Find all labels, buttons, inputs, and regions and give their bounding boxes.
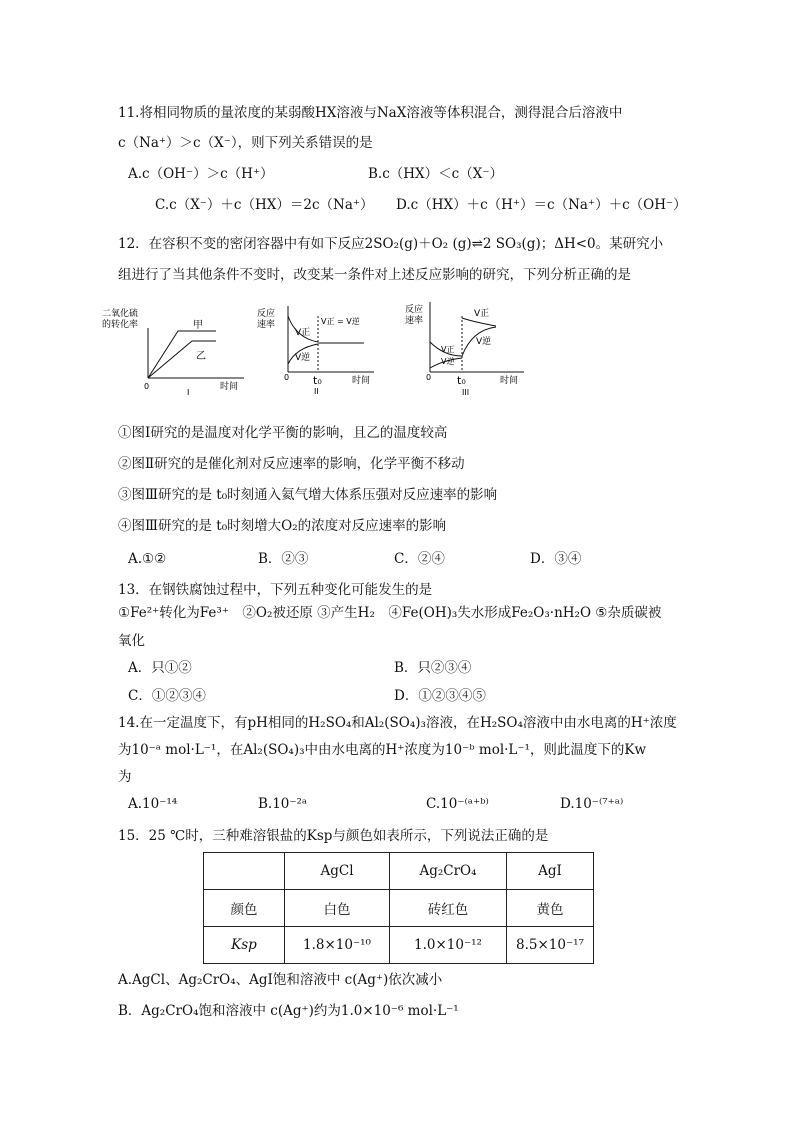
table-cell: 黄色 <box>507 890 594 927</box>
graph3-xlabel: 时间 <box>500 376 519 386</box>
q14-option-c: C.10⁻⁽ᵃ⁺ᵇ⁾ <box>426 796 489 812</box>
graph2-origin: 0 <box>284 373 290 382</box>
q12-option-a: A.①② <box>128 551 167 567</box>
table-cell: Ksp <box>204 927 285 964</box>
graph2-t0: t₀ <box>313 374 322 387</box>
graph3-high-vz-curve <box>462 318 496 326</box>
q12-statement-3: ③图Ⅲ研究的是 t₀时刻通入氦气增大体系压强对反应速率的影响 <box>118 487 498 503</box>
graph2-vn-label: V逆 <box>295 353 311 363</box>
q14-stem-line3: 为 <box>118 769 132 785</box>
table-cell: Ag₂CrO₄ <box>390 853 507 890</box>
table-cell: 砖红色 <box>390 890 507 927</box>
graph3-caption: III <box>462 388 470 397</box>
graph1-ylabel-1: 二氧化硫 <box>102 309 139 319</box>
q12-statement-2: ②图Ⅱ研究的是催化剂对反应速率的影响，化学平衡不移动 <box>118 456 465 472</box>
q12-option-b: B．②③ <box>258 551 309 567</box>
graph3-t0: t₀ <box>457 374 466 387</box>
graph1-xlabel: 时间 <box>220 382 239 392</box>
q13-option-b: B．只②③④ <box>394 660 472 676</box>
graph2-ylabel-1: 反应 <box>257 309 276 319</box>
q11-stem-line1: 11.将相同物质的量浓度的某弱酸HX溶液与NaX溶液等体积混合，测得混合后溶液中 <box>118 105 623 121</box>
table-cell: AgCl <box>285 853 390 890</box>
table-row <box>204 853 594 890</box>
q14-stem-line2: 为10⁻ᵃ mol·L⁻¹，在Al₂(SO₄)₃中由水电离的H⁺浓度为10⁻ᵇ mol·L⁻¹，则此温度下的Kw <box>118 742 647 758</box>
graph2-caption: II <box>314 387 319 396</box>
q11-stem-line2: c（Na⁺）＞c（X⁻），则下列关系错误的是 <box>118 135 373 151</box>
q12-option-d: D．③④ <box>530 551 582 567</box>
table-cell <box>204 853 285 890</box>
graph3-vz-top-label: V正 <box>474 309 490 319</box>
table-row <box>204 927 594 964</box>
q11-option-d: D.c（HX）＋c（H⁺）＝c（Na⁺）＋c（OH⁻） <box>396 197 687 213</box>
graph3-vn-top-label: V逆 <box>476 337 492 347</box>
q11-option-c: C.c（X⁻）＋c（HX）＝2c（Na⁺） <box>155 197 374 213</box>
graph-1 <box>96 302 256 398</box>
graph3-origin: 0 <box>426 373 432 382</box>
q14-stem-line1: 14.在一定温度下，有pH相同的H₂SO₄和Al₂(SO₄)₃溶液，在H₂SO₄溶液中由水电离的H⁺浓度 <box>118 715 677 731</box>
graph-2 <box>252 302 382 398</box>
q13-items-line1: ①Fe²⁺转化为Fe³⁺ ②O₂被还原 ③产生H₂ ④Fe(OH)₃失水形成Fe₂O₃·nH₂O ⑤杂质碳被 <box>118 605 662 621</box>
q15-option-b: B．Ag₂CrO₄饱和溶液中 c(Ag⁺)约为1.0×10⁻⁶ mol·L⁻¹ <box>118 1003 459 1019</box>
table-row <box>204 890 594 927</box>
graph2-vz-label: V正 <box>295 328 311 338</box>
graph2-eq-label: V正 = V逆 <box>321 317 360 326</box>
q13-option-c: C．①②③④ <box>128 688 206 704</box>
graph2-ylabel-2: 速率 <box>257 320 276 330</box>
q12-statement-4: ④图Ⅲ研究的是 t₀时刻增大O₂的浓度对反应速率的影响 <box>118 518 447 534</box>
q11-option-b: B.c（HX）＜c（X⁻） <box>368 166 503 182</box>
graph2-xlabel: 时间 <box>352 376 371 386</box>
graph3-ylabel-1: 反应 <box>405 305 424 315</box>
q13-items-line2: 氧化 <box>118 633 145 649</box>
q15-stem: 15．25 ℃时，三种难溶银盐的Ksp与颜色如表所示，下列说法正确的是 <box>118 828 549 844</box>
table-cell: 8.5×10⁻¹⁷ <box>507 927 594 964</box>
q12-statement-1: ①图Ⅰ研究的是温度对化学平衡的影响，且乙的温度较高 <box>118 425 448 441</box>
q13-option-a: A．只①② <box>128 660 192 676</box>
q15-option-a: A.AgCl、Ag₂CrO₄、AgI饱和溶液中 c(Ag⁺)依次减小 <box>118 972 443 988</box>
q14-option-a: A.10⁻¹⁴ <box>128 796 178 812</box>
q12-option-c: C．②④ <box>394 551 445 567</box>
graph3-vz-low-label: V正 <box>441 345 455 354</box>
graph3-vn-low-label: V逆 <box>441 357 455 366</box>
ksp-table <box>203 852 594 964</box>
graph1-ylabel-2: 的转化率 <box>102 320 139 330</box>
q11-option-a: A.c（OH⁻）＞c（H⁺） <box>128 166 274 182</box>
q14-option-d: D.10⁻⁽⁷⁺ᵃ⁾ <box>560 796 624 812</box>
table-cell: 白色 <box>285 890 390 927</box>
table-cell: AgI <box>507 853 594 890</box>
q12-stem-line1: 12．在容积不变的密闭容器中有如下反应2SO₂(g)＋O₂ (g)⇌2 SO₃(g)；ΔH<0。某研究小 <box>118 236 664 252</box>
table-cell: 颜色 <box>204 890 285 927</box>
graph-3 <box>400 298 530 400</box>
q13-stem: 13．在钢铁腐蚀过程中，下列五种变化可能发生的是 <box>118 582 433 598</box>
q12-stem-line2: 组进行了当其他条件不变时，改变某一条件对上述反应影响的研究，下列分析正确的是 <box>118 267 631 283</box>
graph1-series-jia: 甲 <box>193 320 203 331</box>
graph1-origin: 0 <box>144 382 150 391</box>
graph3-ylabel-2: 速率 <box>405 316 424 326</box>
q13-option-d: D．①②③④⑤ <box>394 688 486 704</box>
table-cell: 1.0×10⁻¹² <box>390 927 507 964</box>
graph1-caption: I <box>187 388 190 397</box>
q14-option-b: B.10⁻²ᵃ <box>258 796 308 812</box>
graph1-series-yi: 乙 <box>196 351 206 362</box>
table-cell: 1.8×10⁻¹⁰ <box>285 927 390 964</box>
